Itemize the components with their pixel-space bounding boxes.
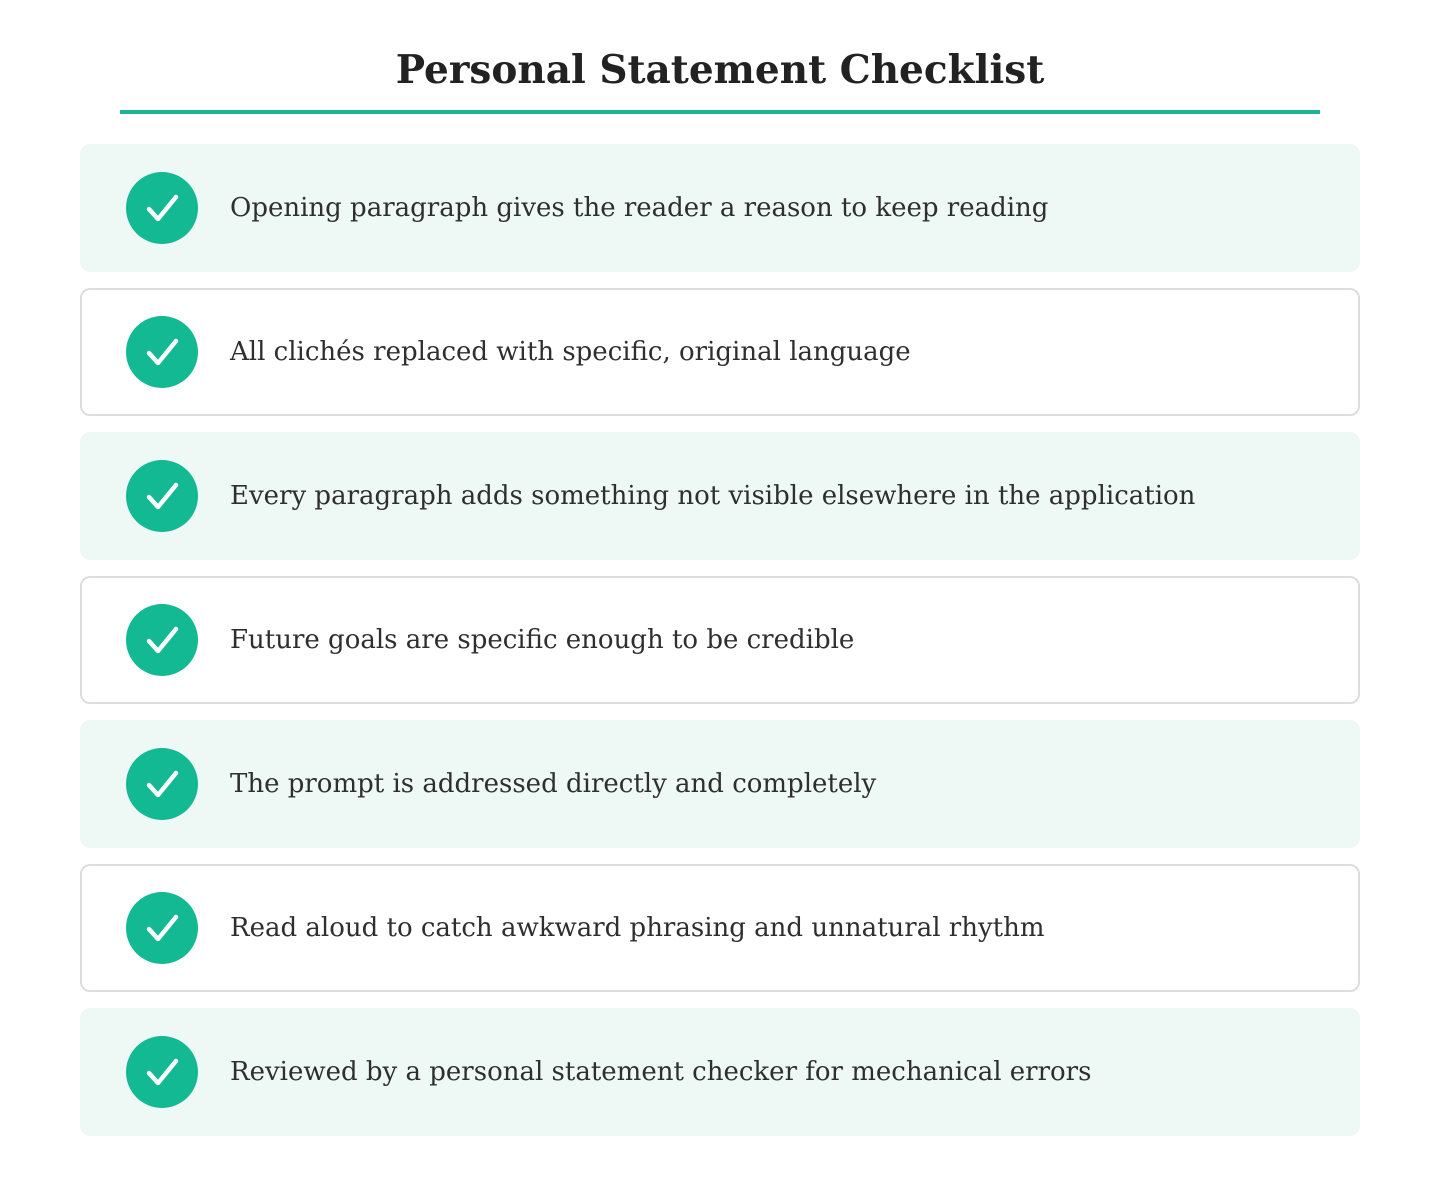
check-circle-icon — [126, 892, 198, 964]
checklist-item-label: Opening paragraph gives the reader a reason to keep reading — [230, 193, 1049, 223]
check-circle-icon — [126, 748, 198, 820]
page-title: Personal Statement Checklist — [395, 47, 1045, 93]
checklist-item — [80, 144, 1360, 272]
checklist-item — [80, 432, 1360, 560]
checklist-item — [80, 864, 1360, 992]
check-circle-icon — [126, 604, 198, 676]
checklist-item-label: Reviewed by a personal statement checker for mechanical errors — [230, 1057, 1092, 1087]
checklist — [80, 144, 1360, 1136]
check-circle-icon — [126, 316, 198, 388]
checklist-item-label: The prompt is addressed directly and completely — [230, 769, 877, 799]
checklist-item — [80, 720, 1360, 848]
checklist-item-label: Future goals are specific enough to be credible — [230, 625, 855, 655]
check-circle-icon — [126, 172, 198, 244]
checklist-item — [80, 576, 1360, 704]
check-circle-icon — [126, 460, 198, 532]
checklist-item-label: All clichés replaced with specific, original language — [230, 337, 911, 367]
title-divider — [120, 110, 1320, 114]
check-circle-icon — [126, 1036, 198, 1108]
checklist-item-label: Read aloud to catch awkward phrasing and unnatural rhythm — [230, 913, 1045, 943]
checklist-item-label: Every paragraph adds something not visible elsewhere in the application — [230, 481, 1196, 511]
checklist-item — [80, 1008, 1360, 1136]
checklist-item — [80, 288, 1360, 416]
